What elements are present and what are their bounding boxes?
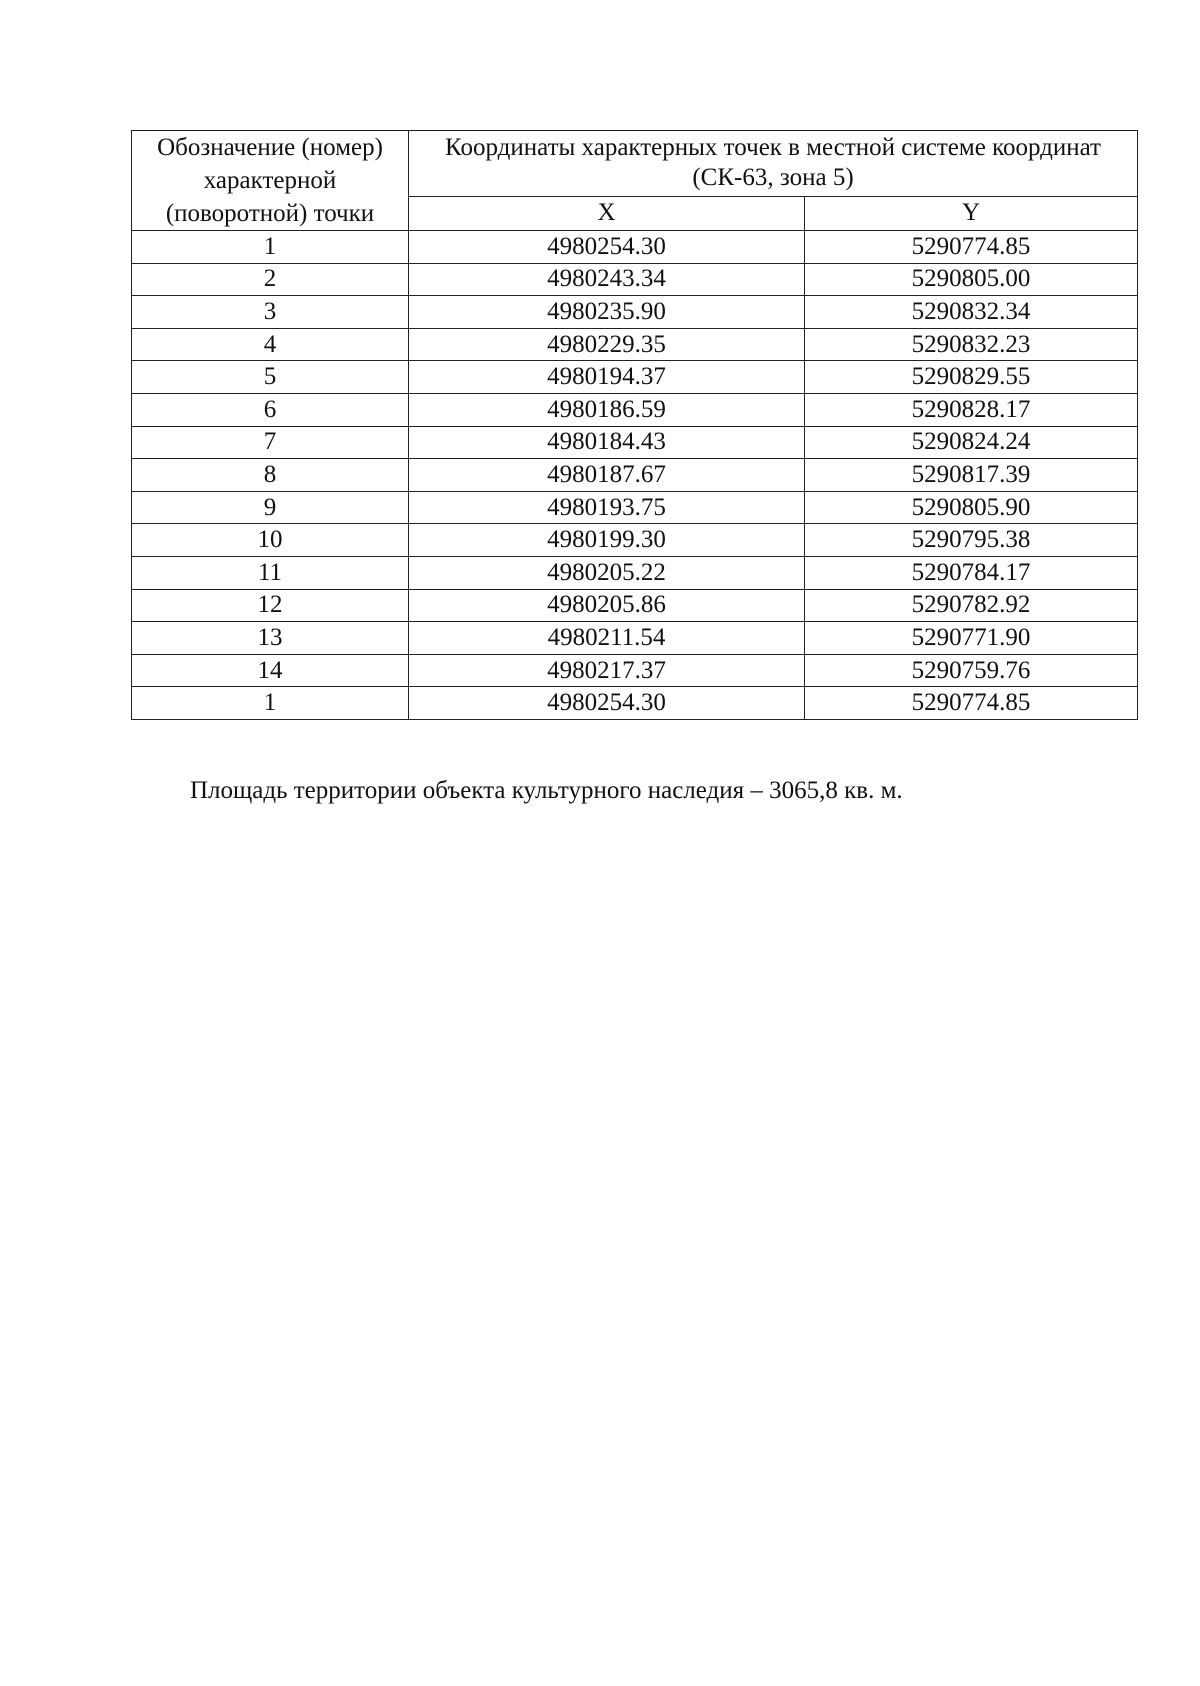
x-cell: 4980254.30 [409,231,805,264]
table-row [132,426,1138,459]
table-row [132,296,1138,329]
point-cell: 4 [132,328,409,361]
area-statement: Площадь территории объекта культурного наследия – 3065,8 кв. м. [190,777,903,804]
point-cell: 12 [132,589,409,622]
y-cell: 5290774.85 [805,231,1138,264]
y-cell: 5290771.90 [805,622,1138,655]
point-cell: 3 [132,296,409,329]
y-cell: 5290805.90 [805,491,1138,524]
table-row [132,491,1138,524]
y-cell: 5290828.17 [805,393,1138,426]
y-cell: 5290817.39 [805,459,1138,492]
x-cell: 4980243.34 [409,263,805,296]
table-row [132,361,1138,394]
x-cell: 4980211.54 [409,622,805,655]
x-cell: 4980187.67 [409,459,805,492]
table-row [132,328,1138,361]
header-coordinates: Координаты характерных точек в местной системе координат (СК-63, зона 5) [409,131,1138,197]
y-cell: 5290832.34 [805,296,1138,329]
point-cell: 8 [132,459,409,492]
x-cell: 4980194.37 [409,361,805,394]
y-cell: 5290759.76 [805,654,1138,687]
point-cell: 7 [132,426,409,459]
table-row [132,231,1138,264]
y-cell: 5290774.85 [805,687,1138,720]
y-cell: 5290805.00 [805,263,1138,296]
x-cell: 4980229.35 [409,328,805,361]
x-cell: 4980205.86 [409,589,805,622]
x-cell: 4980199.30 [409,524,805,557]
table-row [132,459,1138,492]
point-cell: 9 [132,491,409,524]
x-cell: 4980254.30 [409,687,805,720]
x-cell: 4980193.75 [409,491,805,524]
x-cell: 4980184.43 [409,426,805,459]
point-cell: 10 [132,524,409,557]
point-cell: 11 [132,556,409,589]
table-row [132,393,1138,426]
x-cell: 4980235.90 [409,296,805,329]
table-row [132,263,1138,296]
x-cell: 4980186.59 [409,393,805,426]
point-cell: 1 [132,687,409,720]
table-row [132,524,1138,557]
table-row [132,622,1138,655]
coordinates-table [131,130,1138,720]
point-cell: 2 [132,263,409,296]
point-cell: 14 [132,654,409,687]
point-cell: 5 [132,361,409,394]
header-point-designation: Обозначение (номер) характерной (поворотной) точки [132,131,409,231]
table-row [132,654,1138,687]
y-cell: 5290832.23 [805,328,1138,361]
table-body [132,231,1138,720]
point-cell: 6 [132,393,409,426]
x-cell: 4980205.22 [409,556,805,589]
table-row [132,556,1138,589]
table-row [132,687,1138,720]
y-cell: 5290795.38 [805,524,1138,557]
x-cell: 4980217.37 [409,654,805,687]
header-x: X [409,196,805,230]
y-cell: 5290784.17 [805,556,1138,589]
table-row [132,589,1138,622]
point-cell: 13 [132,622,409,655]
y-cell: 5290782.92 [805,589,1138,622]
y-cell: 5290824.24 [805,426,1138,459]
y-cell: 5290829.55 [805,361,1138,394]
point-cell: 1 [132,231,409,264]
header-y: Y [805,196,1138,230]
